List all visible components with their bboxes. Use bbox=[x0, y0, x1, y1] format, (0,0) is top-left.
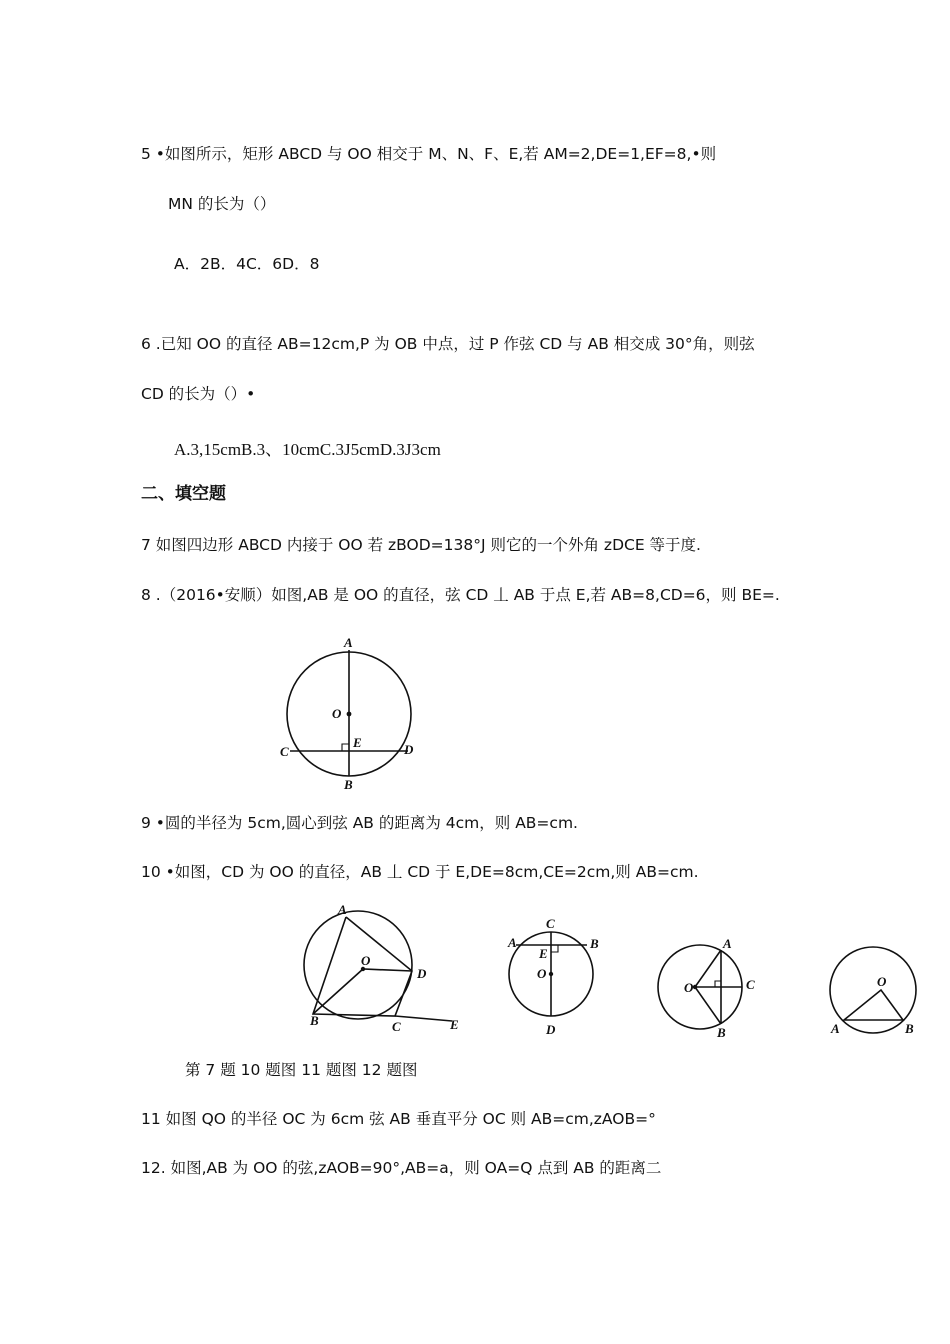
section-title: 二、填空题 bbox=[141, 484, 226, 504]
figure-caption: 第 7 题 10 题图 11 题图 12 题图 bbox=[185, 1061, 418, 1079]
fig8-label-d: D bbox=[404, 742, 414, 757]
q6-options: A.3,15cmB.3、10cmC.3J5cmD.3J3cm bbox=[174, 440, 441, 459]
q11-figure bbox=[650, 932, 765, 1044]
fig11-label-a: A bbox=[723, 936, 732, 951]
fig7-extension-ce bbox=[395, 1016, 452, 1021]
q10-text: 10 •如图，CD 为 OO 的直径，AB 丄 CD 于 E,DE=8cm,CE=2cm,则 AB=cm. bbox=[141, 863, 699, 881]
fig10-label-c: C bbox=[546, 916, 555, 931]
q8-figure bbox=[270, 630, 430, 800]
fig8-center-dot bbox=[347, 712, 352, 717]
q11-text: 11 如图 QO 的半径 OC 为 6cm 弦 AB 垂直平分 OC 则 AB=cm,zAOB=° bbox=[141, 1110, 656, 1128]
q6-text-line2: CD 的长为（）• bbox=[141, 385, 256, 403]
fig7-label-d: D bbox=[417, 966, 427, 981]
q12-figure bbox=[822, 940, 927, 1040]
fig10-center-dot bbox=[549, 972, 553, 976]
fig7-label-c: C bbox=[392, 1019, 401, 1034]
fig8-label-c: C bbox=[280, 744, 289, 759]
q7-text: 7 如图四边形 ABCD 内接于 OO 若 zBOD=138°J 则它的一个外角 zDCE 等于度. bbox=[141, 536, 701, 554]
q5-text-line1: 5 •如图所示，矩形 ABCD 与 OO 相交于 M、N、F、E,若 AM=2,DE=1,EF=8,•则 bbox=[141, 145, 717, 163]
fig7-label-o: O bbox=[361, 953, 371, 968]
fig10-label-d: D bbox=[546, 1022, 556, 1037]
fig12-triangle-aob bbox=[844, 990, 903, 1020]
fig8-label-b: B bbox=[344, 777, 353, 792]
fig12-label-o: O bbox=[877, 974, 887, 989]
fig10-label-o: O bbox=[537, 966, 547, 981]
q7-figure bbox=[300, 900, 470, 1040]
fig11-center-dot bbox=[693, 985, 697, 989]
fig7-radii-ob-od bbox=[313, 969, 412, 1014]
fig10-label-e: E bbox=[539, 946, 548, 961]
q10-figure bbox=[505, 912, 610, 1042]
fig11-right-angle-mark bbox=[715, 981, 721, 987]
fig11-label-o: O bbox=[684, 980, 694, 995]
fig12-label-b: B bbox=[905, 1021, 914, 1036]
fig8-right-angle-mark bbox=[342, 744, 349, 751]
fig11-label-c: C bbox=[746, 977, 755, 992]
fig7-label-a: A bbox=[338, 902, 347, 917]
fig7-label-b: B bbox=[310, 1013, 319, 1028]
q5-options: A．2B．4C．6D．8 bbox=[174, 255, 320, 273]
fig10-label-a: A bbox=[508, 935, 517, 950]
q9-text: 9 •圆的半径为 5cm,圆心到弦 AB 的距离为 4cm，则 AB=cm. bbox=[141, 814, 578, 832]
fig8-label-o: O bbox=[332, 706, 342, 721]
q8-text: 8 .（2016•安顺）如图,AB 是 OO 的直径，弦 CD 丄 AB 于点 E,若 AB=8,CD=6，则 BE=. bbox=[141, 586, 780, 604]
q12-text: 12. 如图,AB 为 OO 的弦,zAOB=90°,AB=a，则 OA=Q 点到 AB 的距离二 bbox=[141, 1159, 662, 1177]
fig10-right-angle-mark bbox=[551, 945, 558, 952]
fig8-label-a: A bbox=[344, 635, 353, 650]
fig10-label-b: B bbox=[590, 936, 599, 951]
q6-text-line1: 6 .已知 OO 的直径 AB=12cm,P 为 OB 中点，过 P 作弦 CD 与 AB 相交成 30°角，则弦 bbox=[141, 335, 755, 353]
fig7-label-e: E bbox=[450, 1017, 459, 1032]
q5-text-line2: MN 的长为（） bbox=[168, 195, 276, 213]
fig12-label-a: A bbox=[831, 1021, 840, 1036]
fig8-label-e: E bbox=[353, 735, 362, 750]
fig11-label-b: B bbox=[717, 1025, 726, 1040]
